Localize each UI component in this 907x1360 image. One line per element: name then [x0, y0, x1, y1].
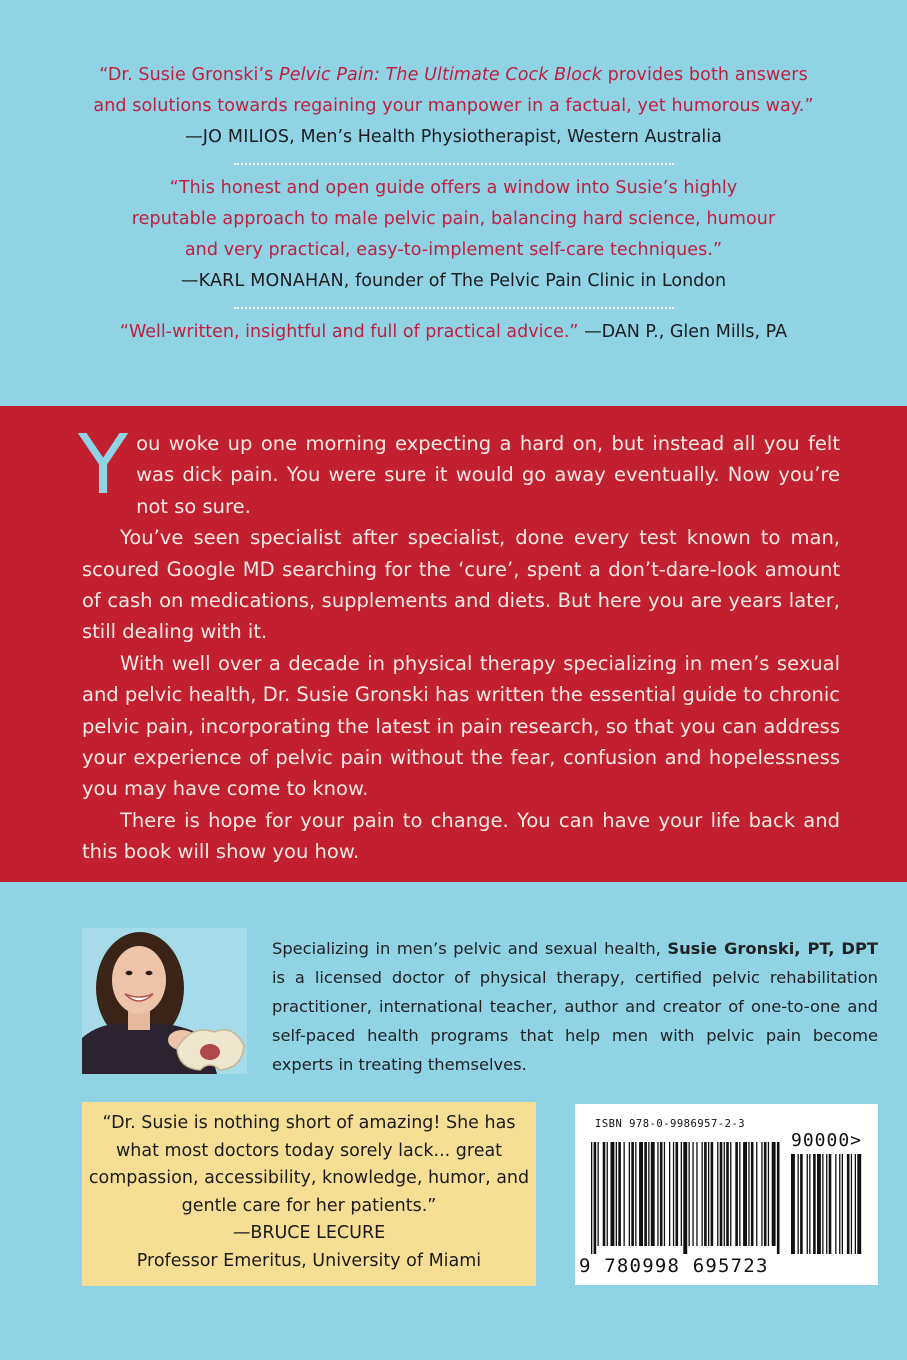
barcode-bar	[683, 1142, 687, 1254]
barcode-bar	[676, 1142, 679, 1246]
addon-barcode-bar	[847, 1154, 850, 1254]
blurb-text: “Dr. Susie is nothing short of amazing! She has what most doctors today sorely lack... great compassion, accessibility, knowledge, humor, and gentle care for her patients.” —BRUCE LECURE Professor Emeritus, University of Miami	[82, 1110, 536, 1275]
addon-barcode-bar	[791, 1154, 795, 1254]
barcode-bar	[648, 1142, 649, 1246]
addon-barcode-bar	[835, 1154, 836, 1254]
barcode-bar	[730, 1142, 731, 1246]
isbn-digits: 9 780998 695723	[579, 1255, 769, 1277]
testimonial-1-attribution: —JO MILIOS, Men’s Health Physiotherapist, Western Australia	[185, 127, 722, 147]
testimonials	[0, 60, 907, 348]
addon-barcode-bar	[813, 1154, 816, 1254]
barcode-bar	[591, 1142, 592, 1254]
barcode-box	[575, 1104, 878, 1285]
barcode-bar	[748, 1142, 749, 1246]
author-portrait-icon	[82, 928, 247, 1074]
barcode-bar	[726, 1142, 729, 1246]
addon-barcode-bar	[829, 1154, 832, 1254]
blurb-attribution-role: Professor Emeritus, University of Miami	[136, 1250, 482, 1271]
barcode-bar	[644, 1142, 647, 1246]
barcode-bar	[772, 1142, 776, 1246]
addon-barcode-bar	[809, 1154, 810, 1254]
blurb-attribution-name: —BRUCE LECURE	[232, 1223, 386, 1243]
barcode-bar	[611, 1142, 615, 1246]
barcode-bar	[681, 1142, 682, 1246]
testimonial-3	[0, 317, 907, 348]
author-bio: Specializing in men’s pelvic and sexual health, Susie Gronski, PT, DPT is a licensed doctor of physical therapy, certified pelvic rehabilitation practitioner, international teacher, author and creator of one-to-one and self-paced health programs that help men with pelvic pain become experts in treating themselves.	[272, 939, 878, 1074]
barcode-bar	[708, 1142, 709, 1246]
testimonial-1-quote: “Dr. Susie Gronski’s Pelvic Pain: The Ultimate Cock Block provides both answers and solutions towards regaining your manpower in a factual, yet humorous way.”	[93, 65, 814, 116]
testimonial-2-quote: “This honest and open guide offers a window into Susie’s highly reputable approach to male pelvic pain, balancing hard science, humour and very practical, easy-to-implement self-care techniques.”	[131, 178, 776, 260]
barcode-bar	[603, 1142, 606, 1246]
barcode-bar	[692, 1142, 693, 1246]
barcode-bar	[669, 1142, 670, 1246]
barcode-bar	[631, 1142, 634, 1246]
barcode-bar	[761, 1142, 762, 1246]
barcode-bar	[702, 1142, 703, 1246]
addon-barcode-bar	[857, 1154, 861, 1254]
addon-barcode-bar	[842, 1154, 843, 1254]
description-band	[0, 406, 907, 882]
addon-barcode-bar	[800, 1154, 803, 1254]
barcode-bar	[720, 1142, 723, 1246]
testimonial-2-attribution: —KARL MONAHAN, founder of The Pelvic Pain Clinic in London	[180, 271, 727, 291]
barcode-bar	[594, 1142, 597, 1254]
barcode-bar	[689, 1142, 690, 1246]
barcode-bar	[756, 1142, 757, 1246]
addon-barcode-bar	[817, 1154, 821, 1254]
addon-barcode-bar	[839, 1154, 840, 1254]
testimonial-3-attribution: —DAN P., Glen Mills, PA	[578, 322, 788, 342]
barcode-bar	[739, 1142, 740, 1246]
description-paragraph-1: You woke up one morning expecting a hard on, but instead all you felt was dick pain. You were sure it would go away eventually. Now you’re not so sure.	[78, 418, 840, 518]
addon-barcode-bar	[826, 1154, 827, 1254]
barcode-bar	[657, 1142, 658, 1246]
addon-barcode-bar	[855, 1154, 856, 1254]
barcode-bar	[635, 1142, 636, 1246]
barcode-bar	[673, 1142, 674, 1246]
barcode-bar	[598, 1142, 599, 1246]
description-paragraph-4: There is hope for your pain to change. You can have your life back and this book will show you how.	[82, 808, 840, 864]
barcode-bar	[704, 1142, 707, 1246]
barcode-bar	[639, 1142, 643, 1246]
addon-barcode-bar	[807, 1154, 808, 1254]
price-code: 90000>	[791, 1130, 863, 1151]
barcode-bar	[743, 1142, 747, 1246]
barcode-bar	[696, 1142, 697, 1246]
addon-barcode-bar	[851, 1154, 852, 1254]
barcode-bar	[618, 1142, 621, 1246]
barcode-bar	[717, 1142, 718, 1246]
isbn-label: ISBN 978-0-9986957-2-3	[595, 1118, 746, 1130]
addon-barcode-bar	[798, 1154, 799, 1254]
description-paragraph-2: You’ve seen specialist after specialist, done every test known to man, scoured Google MD searching for the ‘cure’, spent a don’t-dare-look amount of cash on medications, supplements and diets. But here you are years later, still dealing with it.	[82, 526, 840, 644]
book-title: Pelvic Pain: The Ultimate Cock Block	[279, 65, 602, 85]
barcode-icon	[589, 1134, 865, 1258]
description-text	[78, 418, 840, 868]
description-paragraph-3: With well over a decade in physical therapy specializing in men’s sexual and pelvic health, Dr. Susie Gronski has written the essential guide to chronic pelvic pain, incorporating the latest in pain research, so that you can address your experience of pelvic pain without the fear, confusion and hopelessness you may have come to know.	[82, 651, 840, 801]
addon-barcode-bar	[822, 1154, 823, 1254]
dotted-divider	[234, 307, 674, 309]
author-name: Susie Gronski, PT, DPT	[667, 939, 878, 958]
barcode-bar	[624, 1142, 625, 1246]
barcode-bar	[660, 1142, 663, 1246]
barcode-bar	[751, 1142, 754, 1246]
barcode-bar	[777, 1142, 780, 1254]
testimonial-3-quote: “Well-written, insightful and full of practical advice.”	[119, 322, 579, 342]
barcode-bar	[629, 1142, 630, 1246]
barcode-bar	[724, 1142, 725, 1246]
barcode-bar	[616, 1142, 617, 1246]
barcode-bar	[664, 1142, 665, 1246]
barcode-bar	[711, 1142, 714, 1246]
barcode-bar	[764, 1142, 767, 1246]
author-photo	[82, 928, 247, 1074]
blurb-box	[82, 1102, 536, 1286]
barcode-bar	[607, 1142, 608, 1246]
dotted-divider	[234, 163, 674, 165]
barcode-bar	[735, 1142, 738, 1246]
barcode-bar	[651, 1142, 655, 1246]
drop-cap: Y	[78, 418, 129, 513]
barcode-bar	[768, 1142, 769, 1246]
